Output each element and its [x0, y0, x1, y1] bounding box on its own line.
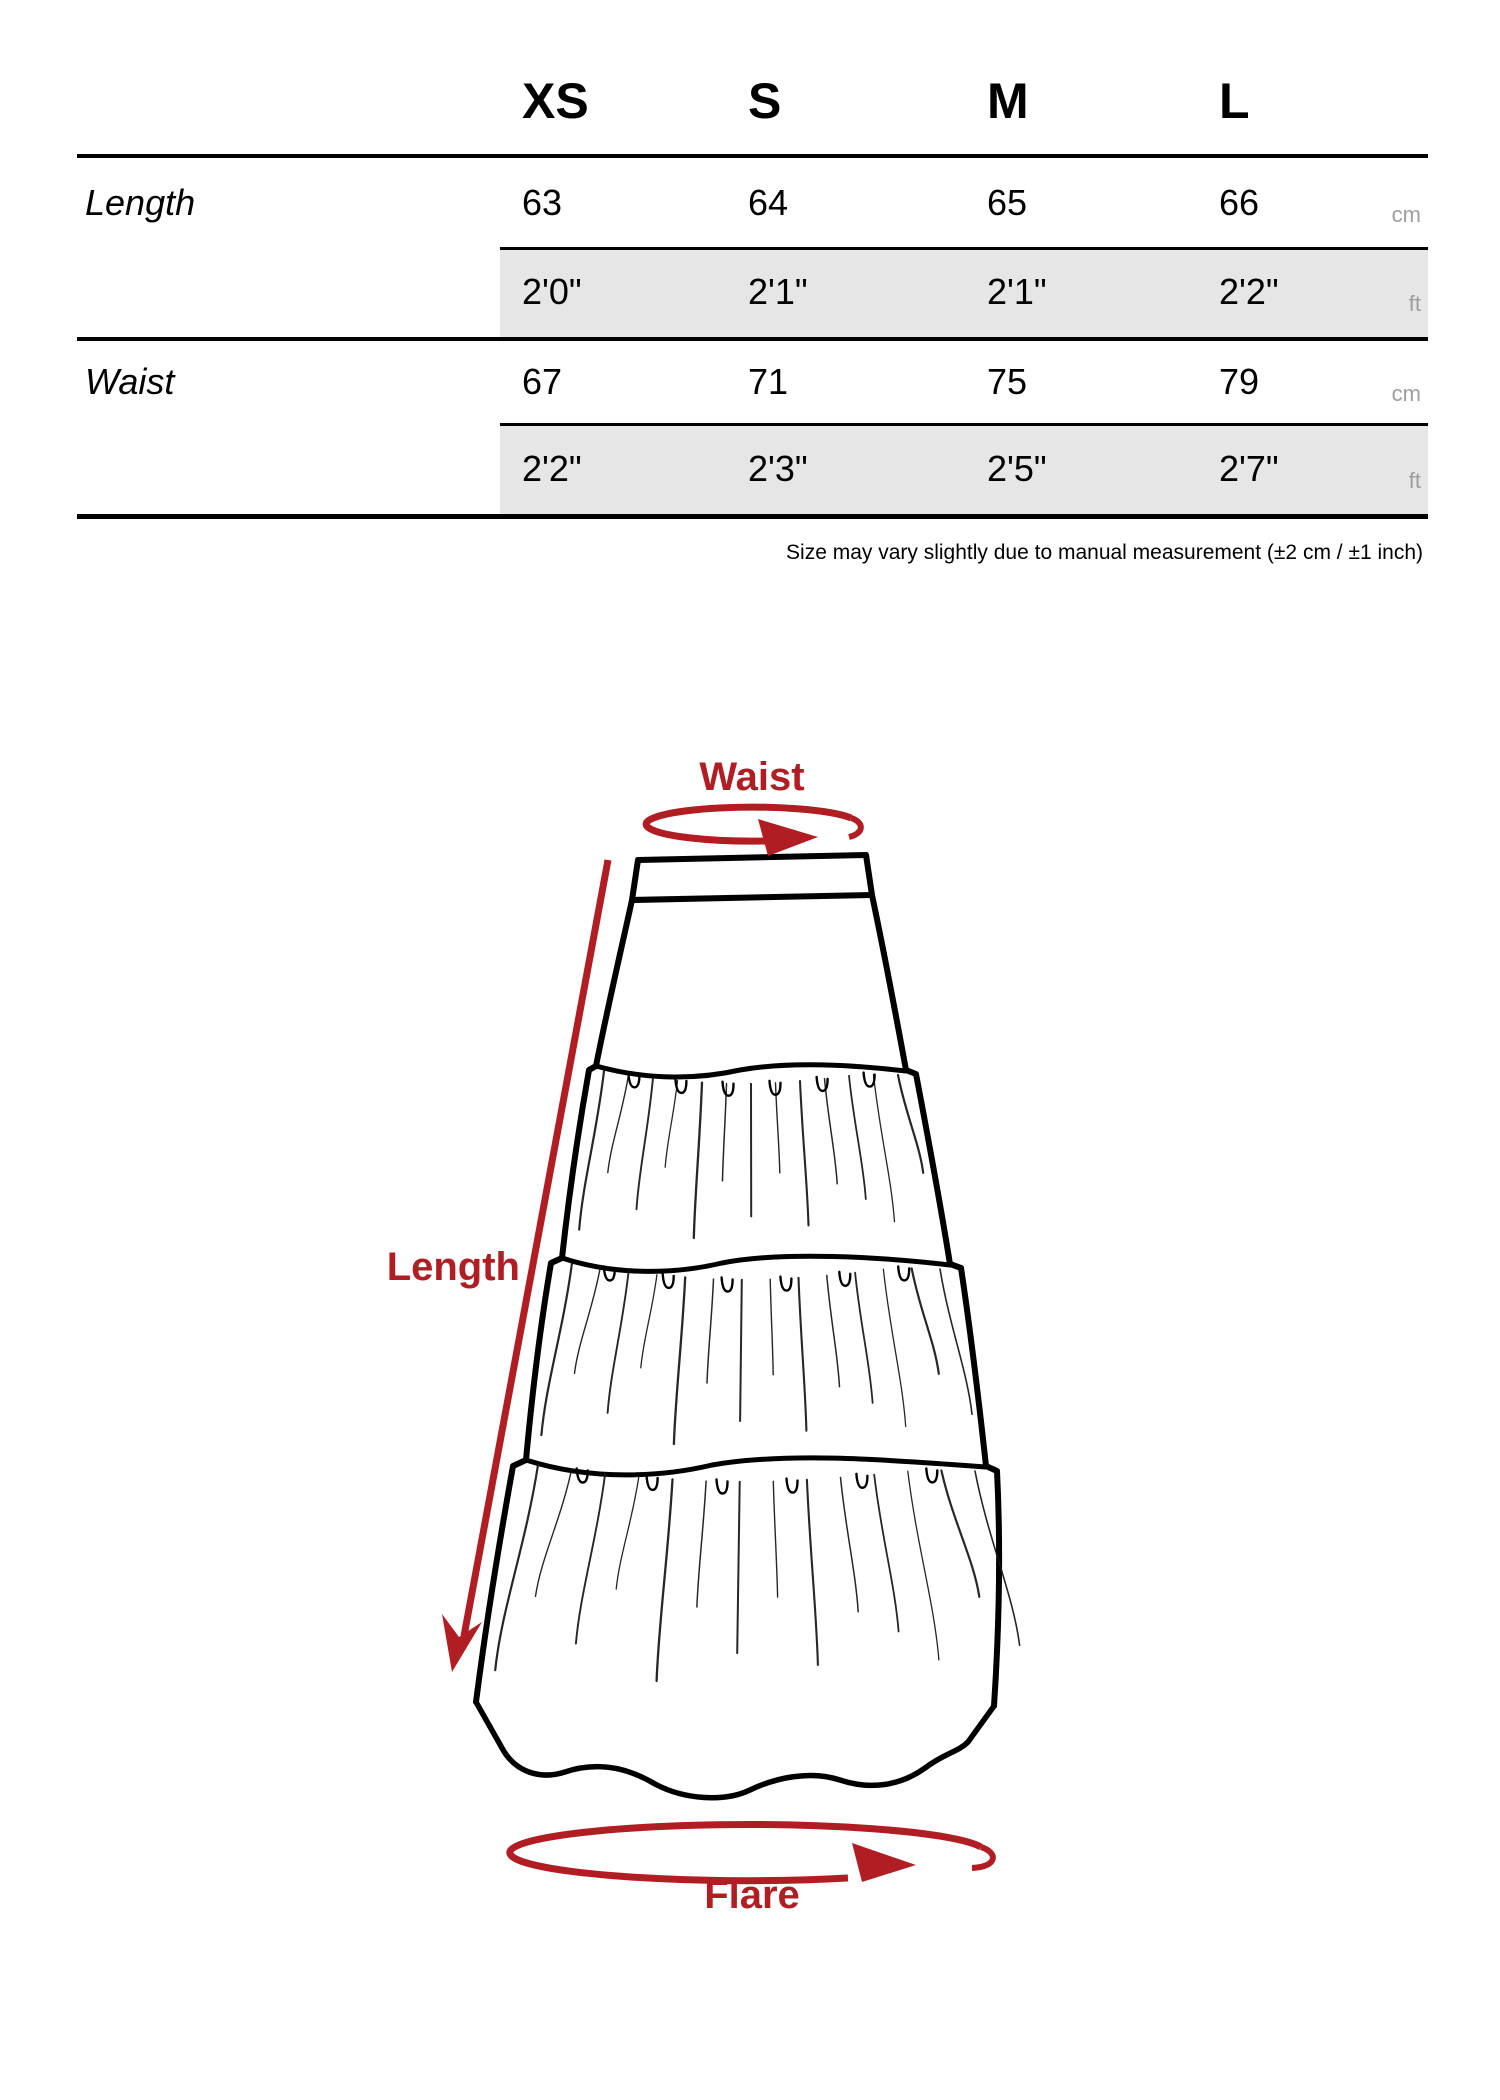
waist-ellipse-curl [849, 818, 861, 837]
row-label-waist: Waist [85, 361, 175, 402]
length-ft-m: 2'1" [987, 271, 1047, 312]
flare-arrowhead-icon [852, 1843, 916, 1882]
waist-cm-l: 79 [1219, 361, 1260, 402]
length-cm-xs: 63 [522, 181, 563, 223]
waist-ft-s: 2'3" [748, 447, 808, 489]
waist-ft-xs: 2'2" [522, 447, 582, 489]
length-cm-row [77, 158, 1428, 247]
skirt-measurement-diagram [0, 740, 1500, 2000]
waist-cm-xs: 67 [522, 361, 563, 402]
tier-seam-1 [596, 1065, 906, 1077]
size-header-l: L [1219, 73, 1250, 129]
measurement-note: Size may vary slightly due to manual measurement (±2 cm / ±1 inch) [786, 541, 1423, 564]
length-cm-m: 65 [987, 181, 1028, 223]
waist-arrowhead-icon [758, 819, 818, 856]
unit-label-cm: cm [1391, 201, 1421, 227]
flare-ellipse-curl [972, 1847, 993, 1868]
waist-ft-m: 2'5" [987, 447, 1047, 489]
waist-cm-s: 71 [748, 361, 789, 402]
skirt-sketch [476, 855, 1020, 1798]
length-ft-xs: 2'0" [522, 271, 582, 312]
length-cm-l: 66 [1219, 181, 1260, 223]
unit-label-ft: ft [1408, 291, 1421, 316]
size-header-s: S [748, 73, 782, 129]
skirt-hem [476, 1702, 994, 1798]
ft-row-gray-band [500, 423, 1428, 514]
tier-seam-3 [526, 1458, 986, 1475]
size-table-header-row [77, 48, 1428, 158]
length-ft-l: 2'2" [1219, 271, 1279, 312]
waist-ft-row [77, 423, 1428, 514]
waist-label: Waist [699, 755, 805, 799]
waistband [632, 855, 872, 900]
waist-cm-row [77, 337, 1428, 423]
size-header-xs: XS [522, 73, 589, 129]
row-label-length: Length [85, 181, 196, 223]
waist-arrow [646, 807, 861, 856]
waist-cm-m: 75 [987, 361, 1028, 402]
length-arrowhead-icon [442, 1614, 482, 1672]
waist-ft-l: 2'7" [1219, 447, 1279, 489]
unit-label-cm: cm [1391, 381, 1421, 406]
length-ft-s: 2'1" [748, 271, 808, 312]
skirt-right-edge [872, 895, 999, 1706]
size-header-m: M [987, 73, 1029, 129]
skirt-left-edge [476, 900, 632, 1702]
length-label: Length [386, 1245, 520, 1289]
length-cm-s: 64 [748, 181, 789, 223]
size-table [77, 48, 1428, 519]
tier-seam-2 [562, 1256, 950, 1271]
unit-label-ft: ft [1408, 467, 1421, 493]
waist-ellipse-arc [646, 807, 851, 841]
ft-row-gray-band [500, 247, 1428, 337]
length-ft-row [77, 247, 1428, 337]
flare-label: Flare [704, 1873, 800, 1917]
measurement-annotations [387, 755, 993, 1917]
